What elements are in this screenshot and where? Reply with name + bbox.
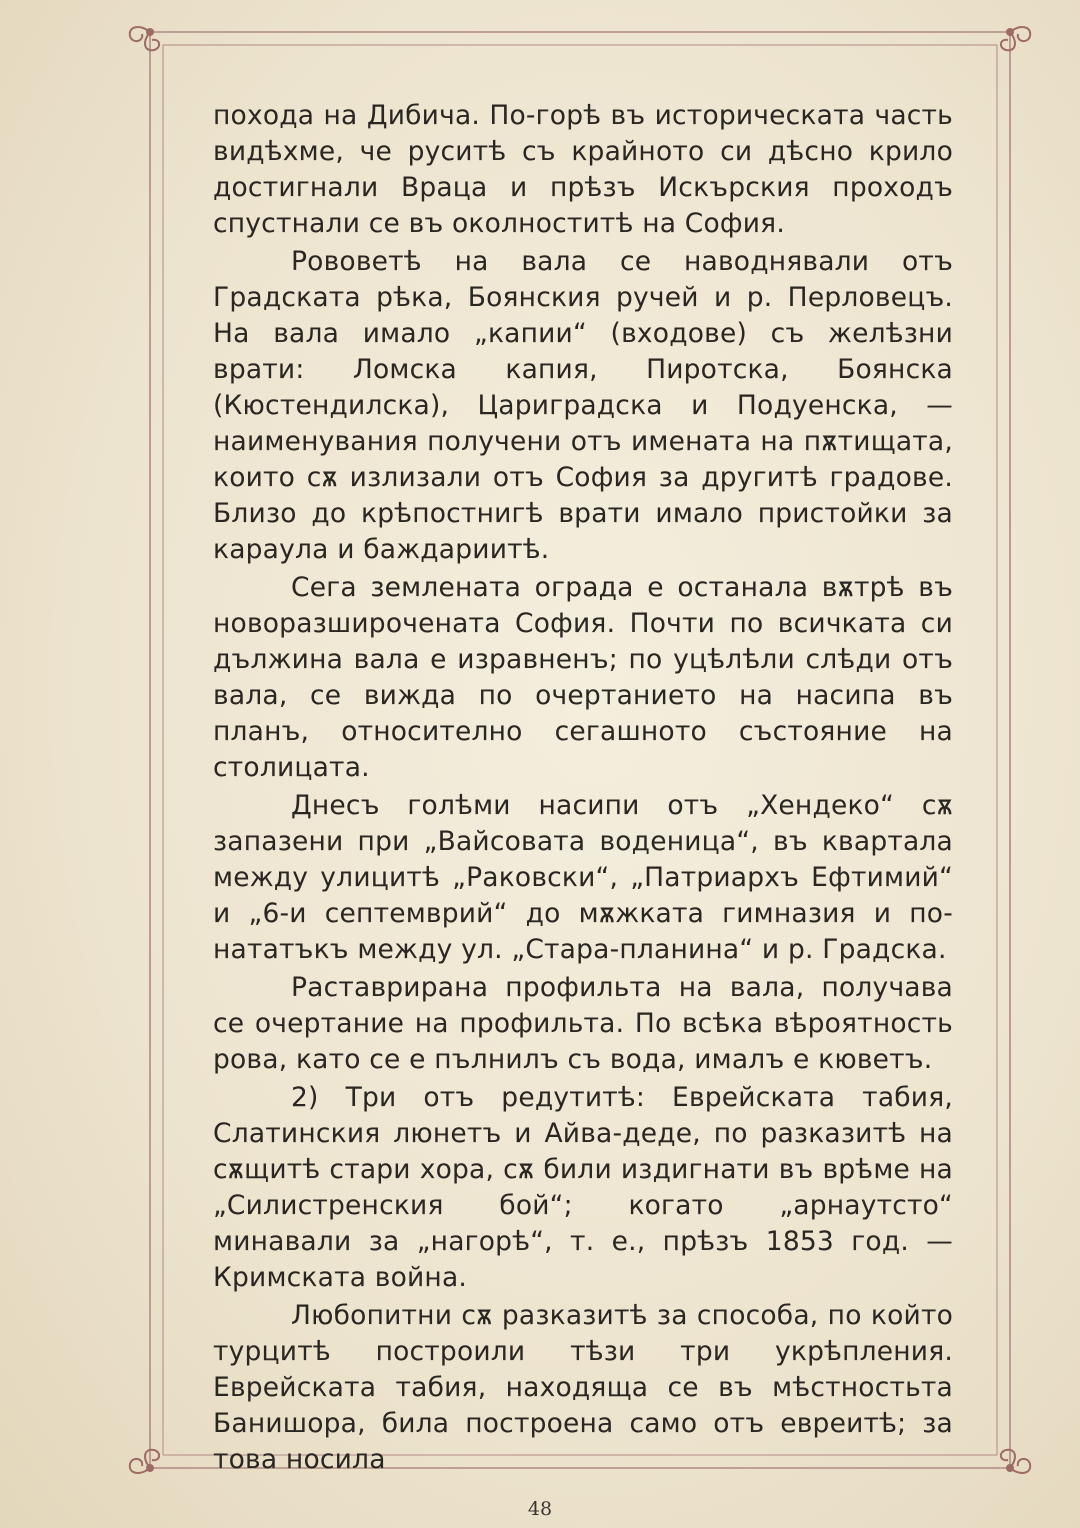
paragraph-profile: Раставрирана профильта на вала, получава се очертание на профильта. По всѣка вѣроятность рова, като се е пълнилъ съ вода, ималъ е кюветъ. [213,972,953,1075]
paragraph-embankments: Днесъ голѣми насипи отъ „Хендеко“ сѫ запазени при „Вайсовата воденица“, въ квартала между улицитѣ „Раковски“, „Патриархъ Ефтимий“ и „6-и септемврий“ до мѫжката гимназия и по-нататъкъ между ул. „Стара-планина“ и р. Градска. [213,790,953,965]
page-number: 48 [527,1498,553,1520]
paragraph-moats: Рововетѣ на вала се наводнявали отъ Градската рѣка, Боянския ручей и р. Перловецъ. На вала имало „капии“ (входове) съ желѣзни врати: Ломска капия, Пиротска, Боянска (Кюстендилска), Цариградска и Подуенска, — наименувания получени отъ имената на пѫтищата, които сѫ излизали отъ София за другитѣ градове. Близо до крѣпостнигѣ врати имало пристойки за карaула и баждариитѣ. [213,246,953,565]
paragraph-continuation: похода на Дибича. По-горѣ въ историческата часть видѣхме, че руситѣ съ крайното си дѣсно крило достигнали Враца и прѣзъ Искърския проходъ спустнали се въ околноститѣ на София. [213,100,953,239]
body-text [213,98,953,1480]
corner-ornament-top-right-icon [1001,27,1030,50]
paragraph-earthen-fence: Сега землената ограда е останала вѫтрѣ въ новоразширочената София. Почти по всичката си дължина вала е изравненъ; по уцѣлѣли слѣди отъ вала, се вижда по очертанието на насипа въ планъ, относително сегашното състояние на столицата. [213,572,953,783]
paragraph-construction: Любопитни сѫ разказитѣ за способа, по който турцитѣ построили тѣзи три укрѣпления. Еврейската табия, находяща се въ мѣстностьта Банишора, била построена само отъ евреитѣ; за това носила [213,1300,953,1475]
corner-ornament-bottom-left-icon [130,1450,159,1473]
paragraph-redoubts: 2) Три отъ редутитѣ: Еврейската табия, Слатинския люнетъ и Айва-деде, по разказитѣ на сѫщитѣ стари хора, сѫ били издигнати въ врѣме на „Силистренския бой“; когато „арнаутсто“ минавали за „нагорѣ“, т. е., прѣзъ 1853 год. — Кримската война. [213,1082,953,1293]
corner-ornament-bottom-right-icon [1001,1450,1030,1473]
corner-ornament-top-left-icon [130,27,159,50]
